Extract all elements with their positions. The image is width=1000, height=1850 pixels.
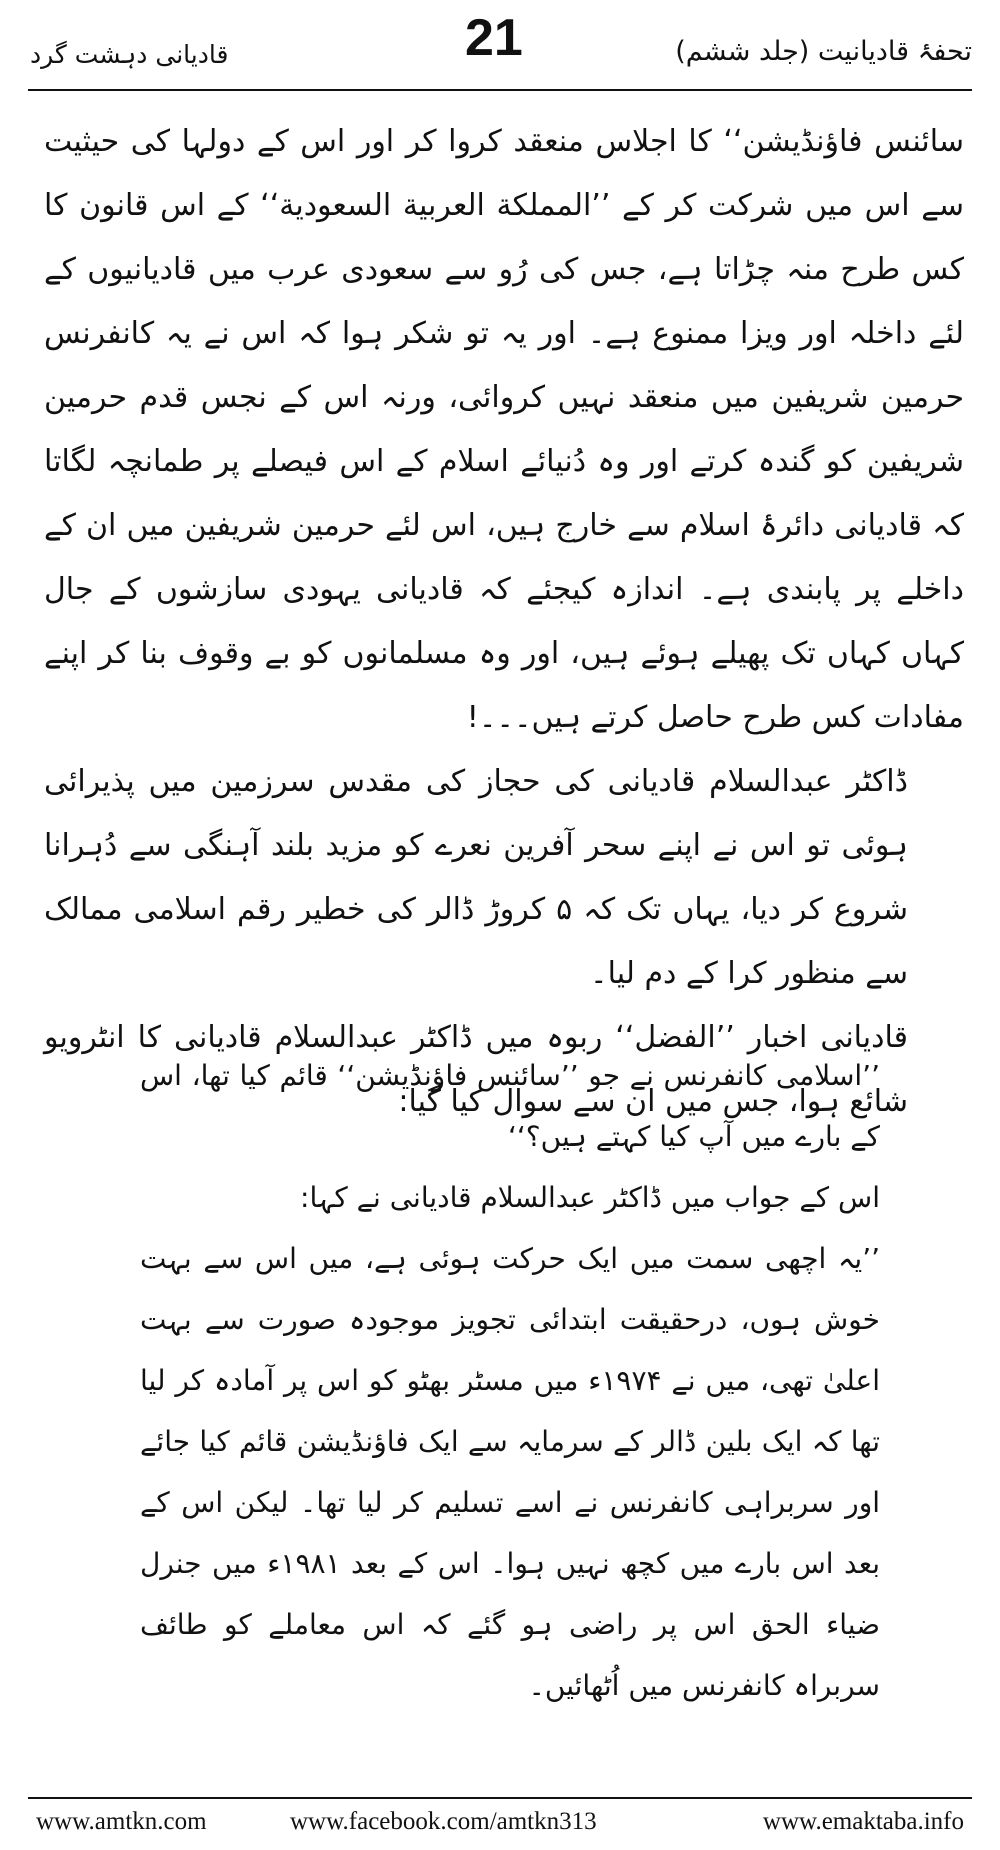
page-header <box>0 0 1000 92</box>
page-number: 21 <box>465 9 523 67</box>
body-text <box>44 110 964 1134</box>
running-head-chapter: قادیانی دہشت گرد <box>30 40 229 69</box>
paragraph-2: ڈاکٹر عبدالسلام قادیانی کی حجاز کی مقدس سرزمین میں پذیرائی ہوئی تو اس نے اپنے سحر آفرین نعرے کو مزید بلند آہنگی سے دُہرانا شروع کر دیا، یہاں تک کہ ۵ کروڑ ڈالر کی خطیر رقم اسلامی ممالک سے منظور کرا کے دم لیا۔ <box>44 764 908 991</box>
paragraph-1: سائنس فاؤنڈیشن‘‘ کا اجلاس منعقد کروا کر اور اس کے دولہا کی حیثیت سے اس میں شرکت کر کے ’’المملکة العربیة السعودیة‘‘ کے اس قانون کا کس طرح منہ چڑاتا ہے، جس کی رُو سے سعودی عرب میں قادیانیوں کے لئے داخلہ اور ویزا ممنوع ہے۔ اور یہ تو شکر ہوا کہ اس نے یہ کانفرنس حرمین شریفین میں منعقد نہیں کروائی، ورنہ اس کے نجس قدم حرمین شریفین کو گندہ کرتے اور وہ دُنیائے اسلام کے اس فیصلے پر طمانچہ لگاتا کہ قادیانی دائرۂ اسلام سے خارج ہیں، اس لئے حرمین شریفین میں ان کے داخلے پر پابندی ہے۔ اندازہ کیجئے کہ قادیانی یہودی سازشوں کے جال کہاں کہاں تک پھیلے ہوئے ہیں، اور وہ مسلمانوں کو بے وقوف بنا کر اپنے مفادات کس طرح حاصل کرتے ہیں۔۔۔! <box>44 124 964 735</box>
footer-divider <box>28 1797 972 1799</box>
interview-quote <box>140 1045 880 1716</box>
page-footer <box>0 1808 1000 1844</box>
header-divider <box>28 89 972 91</box>
footer-link-facebook[interactable]: www.facebook.com/amtkn313 <box>290 1808 597 1835</box>
paragraph-3: قادیانی اخبار ’’الفضل‘‘ ربوہ میں ڈاکٹر عبدالسلام قادیانی کا انٹرویو شائع ہوا، جس میں ان سے سوال کیا گیا: <box>44 1020 908 1119</box>
answer-intro: اس کے جواب میں ڈاکٹر عبدالسلام قادیانی نے کہا: <box>300 1181 880 1214</box>
footer-link-emaktaba[interactable]: www.emaktaba.info <box>762 1808 964 1835</box>
footer-link-amtkn[interactable]: www.amtkn.com <box>36 1808 207 1835</box>
interview-answer: ’’یہ اچھی سمت میں ایک حرکت ہوئی ہے، میں اس سے بہت خوش ہوں، درحقیقت ابتدائی تجویز موجودہ صورت سے بہت اعلیٰ تھی، میں نے ۱۹۷۴ء میں مسٹر بھٹو کو اس پر آمادہ کر لیا تھا کہ ایک بلین ڈالر کے سرمایہ سے ایک فاؤنڈیشن قائم کیا جائے اور سربراہی کانفرنس نے اسے تسلیم کر لیا تھا۔ لیکن اس کے بعد اس بارے میں کچھ نہیں ہوا۔ اس کے بعد ۱۹۸۱ء میں جنرل ضیاء الحق اس پر راضی ہو گئے کہ اس معاملے کو طائف سربراہ کانفرنس میں اُٹھائیں۔ <box>140 1242 880 1702</box>
running-head-book-title: تحفۂ قادیانیت (جلد ششم) <box>675 36 972 67</box>
interview-question: ’’اسلامی کانفرنس نے جو ’’سائنس فاؤنڈیشن‘‘ قائم کیا تھا، اس کے بارے میں آپ کیا کہتے ہیں؟‘‘ <box>140 1059 880 1153</box>
